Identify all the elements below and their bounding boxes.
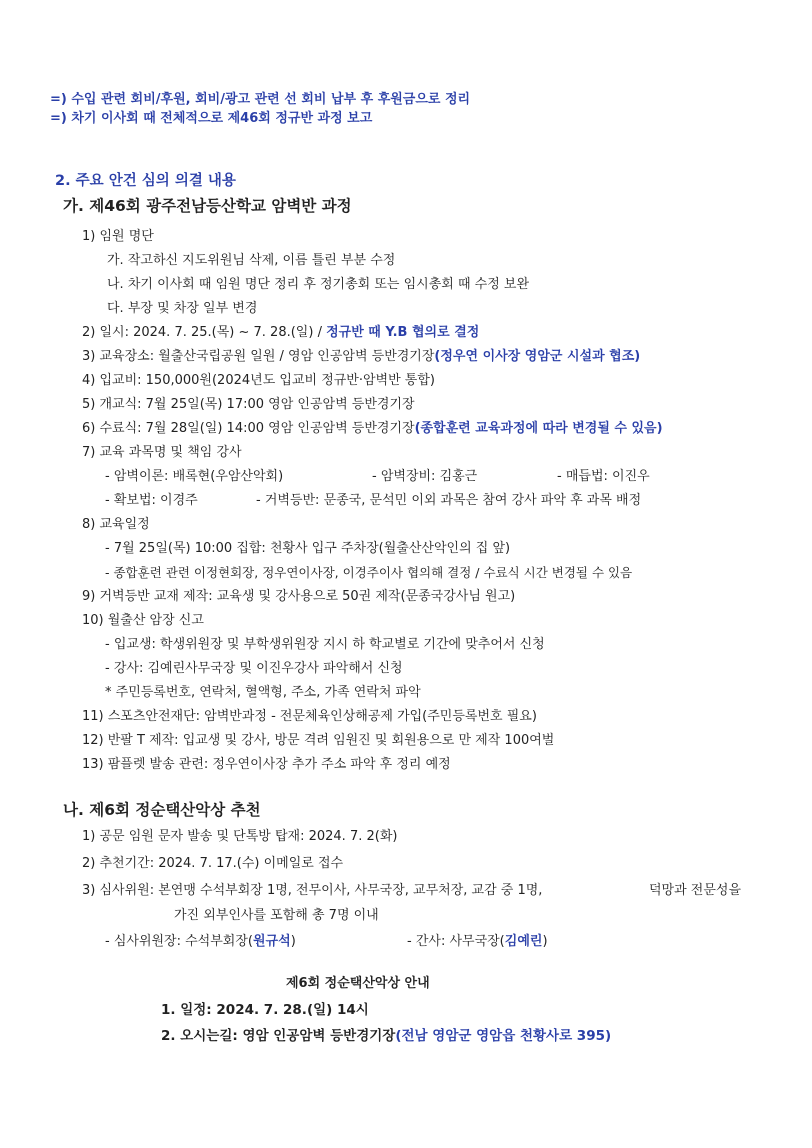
notice-line-2-address: (전남 영암군 영암읍 천황사로 395) [395, 1028, 612, 1044]
notice-line-2 [161, 1027, 611, 1045]
item-11-insurance: 11) 스포츠안전재단: 암벽반과정 - 전문체육인상해공제 가입(주민등록번호 필요) [82, 709, 537, 724]
judge-chair-name: 원규석 [253, 934, 291, 949]
item-3-text: 3) 교육장소: 월출산국립공원 일원 / 영암 인공암벽 등반경기장 [82, 349, 435, 364]
na-item-3-line1: 3) 심사위원: 본연맹 수석부회장 1명, 전무이사, 사무국장, 교무처장, 교감 중 1명, [82, 883, 543, 898]
note-line-2: =) 차기 이사회 때 전체적으로 제46회 정규반 과정 보고 [50, 111, 373, 126]
item-2-text: 2) 일시: 2024. 7. 25.(목) ~ 7. 28.(일) / [82, 325, 327, 340]
item-12-tshirt: 12) 반팔 T 제작: 입교생 및 강사, 방문 격려 임원진 및 회원용으로 만 제작 100여벌 [82, 733, 555, 748]
item-8-title: 8) 교육일정 [82, 517, 150, 532]
item-7-row2-a: - 확보법: 이경주 [105, 493, 198, 508]
section-2-title: 2. 주요 안건 심의 의결 내용 [55, 173, 236, 189]
item-1-title: 1) 임원 명단 [82, 229, 154, 244]
item-7-row1-a: - 암벽이론: 배록현(우암산악회) [105, 469, 284, 484]
item-8-sub-1: - 7월 25일(목) 10:00 집합: 천황사 입구 주차장(월출산산악인의 집 앞) [105, 541, 511, 556]
na-item-1: 1) 공문 임원 문자 발송 및 단톡방 탑재: 2024. 7. 2(화) [82, 829, 398, 844]
judge-secretary-close: ) [542, 934, 548, 949]
item-10-sub-1: - 입교생: 학생위원장 및 부학생위원장 지시 하 학교별로 기간에 맞추어서 신청 [105, 637, 545, 652]
item-10-title: 10) 월출산 암장 신고 [82, 613, 204, 628]
item-7-title: 7) 교육 과목명 및 책임 강사 [82, 445, 242, 460]
item-1-sub-ga: 가. 작고하신 지도위원님 삭제, 이름 틀린 부분 수정 [107, 253, 396, 268]
part-ga-title: 가. 제46회 광주전남등산학교 암벽반 과정 [63, 197, 352, 215]
na-item-3-line2: 가진 외부인사를 포함해 총 7명 이내 [174, 908, 379, 923]
judge-chair-close: ) [290, 934, 296, 949]
na-item-2: 2) 추천기간: 2024. 7. 17.(수) 이메일로 접수 [82, 856, 344, 871]
item-1-sub-na: 나. 차기 이사회 때 임원 명단 정리 후 정기총회 또는 임시총회 때 수정 보완 [107, 277, 530, 292]
part-na-title: 나. 제6회 정순택산악상 추천 [63, 801, 261, 819]
item-4-fee: 4) 입교비: 150,000원(2024년도 입교비 정규반·암벽반 통합) [82, 373, 435, 388]
item-13-pamphlet: 13) 팜플렛 발송 관련: 정우연이사장 추가 주소 파악 후 정리 예정 [82, 757, 451, 772]
item-6-graduation [82, 420, 663, 438]
item-3-note: (정우연 이사장 영암군 시설과 협조) [434, 349, 641, 364]
note-line-1: =) 수입 관련 회비/후원, 회비/광고 관련 선 회비 납부 후 후원금으로 정리 [50, 92, 471, 107]
judge-chair [105, 933, 296, 951]
item-7-row2-b: - 거벽등반: 문종국, 문석민 이외 과목은 참여 강사 파악 후 과목 배정 [256, 493, 642, 508]
notice-line-2-text: 2. 오시는길: 영암 인공암벽 등반경기장 [161, 1028, 396, 1044]
na-item-3-line1b: 덕망과 전문성을 [649, 883, 742, 898]
notice-line-1: 1. 일정: 2024. 7. 28.(일) 14시 [161, 1002, 369, 1018]
item-7-row1-c: - 매듭법: 이진우 [557, 469, 650, 484]
item-3-place [82, 348, 640, 366]
item-10-sub-2: - 강사: 김예린사무국장 및 이진우강사 파악해서 신청 [105, 661, 403, 676]
item-2-note: 정규반 때 Y.B 협의로 결정 [326, 325, 480, 340]
judge-secretary-name: 김예린 [504, 934, 543, 949]
notice-title: 제6회 정순택산악상 안내 [286, 976, 430, 991]
item-5-opening: 5) 개교식: 7월 25일(목) 17:00 영암 인공암벽 등반경기장 [82, 397, 415, 412]
item-10-sub-3: * 주민등록번호, 연락처, 혈액형, 주소, 가족 연락처 파악 [105, 685, 421, 700]
item-1-sub-da: 다. 부장 및 차장 일부 변경 [107, 301, 258, 316]
item-8-sub-2: - 종합훈련 관련 이정현회장, 정우연이사장, 이경주이사 협의해 결정 / 수료식 시간 변경될 수 있음 [105, 565, 633, 580]
item-9-textbook: 9) 거벽등반 교재 제작: 교육생 및 강사용으로 50권 제작(문종국강사님 원고) [82, 589, 516, 604]
judge-secretary-label: - 간사: 사무국장( [407, 934, 505, 949]
item-6-note: (종합훈련 교육과정에 따라 변경될 수 있음) [414, 421, 663, 436]
item-6-text: 6) 수료식: 7월 28일(일) 14:00 영암 인공암벽 등반경기장 [82, 421, 415, 436]
item-7-row1-b: - 암벽장비: 김홍근 [372, 469, 478, 484]
item-2-date [82, 324, 479, 342]
judge-secretary [407, 933, 548, 951]
judge-chair-label: - 심사위원장: 수석부회장( [105, 934, 253, 949]
